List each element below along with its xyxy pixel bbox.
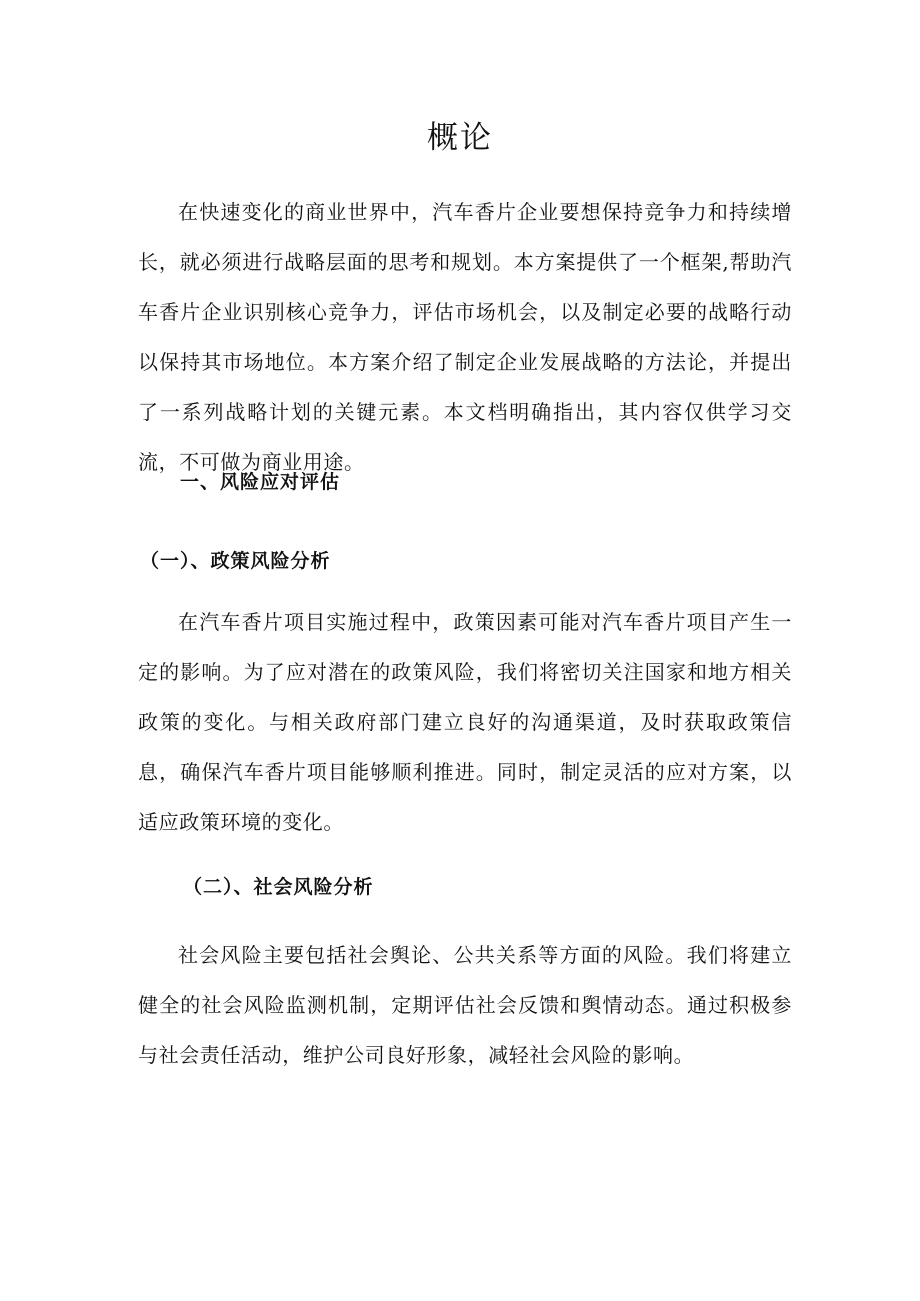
intro-paragraph: 在快速变化的商业世界中，汽车香片企业要想保持竞争力和持续增长，就必须进行战略层面的思考和规划。本方案提供了一个框架,帮助汽车香片企业识别核心竞争力，评估市场机会，以及制定必要的战略行动以保持其市场地位。本方案介绍了制定企业发展战略的方法论，并提出了一系列战略计划的关键元素。本文档明确指出，其内容仅供学习交流，不可做为商业用途。: [138, 200, 792, 474]
policy-risk-paragraph: 在汽车香片项目实施过程中，政策因素可能对汽车香片项目产生一定的影响。为了应对潜在的政策风险，我们将密切关注国家和地方相关政策的变化。与相关政府部门建立良好的沟通渠道，及时获取政策信息，确保汽车香片项目能够顺利推进。同时，制定灵活的应对方案，以适应政策环境的变化。: [138, 610, 792, 834]
social-risk-paragraph: 社会风险主要包括社会舆论、公共关系等方面的风险。我们将建立健全的社会风险监测机制，定期评估社会反馈和舆情动态。通过积极参与社会责任活动，维护公司良好形象，减轻社会风险的影响。: [138, 943, 792, 1067]
page-title: 概论: [427, 120, 493, 156]
subsection-heading-social-risk: （二）、社会风险分析: [183, 876, 374, 898]
subsection-heading-policy-risk: （一）、政策风险分析: [140, 550, 331, 572]
section-heading-risk-assessment: 一、风险应对评估: [180, 471, 341, 493]
